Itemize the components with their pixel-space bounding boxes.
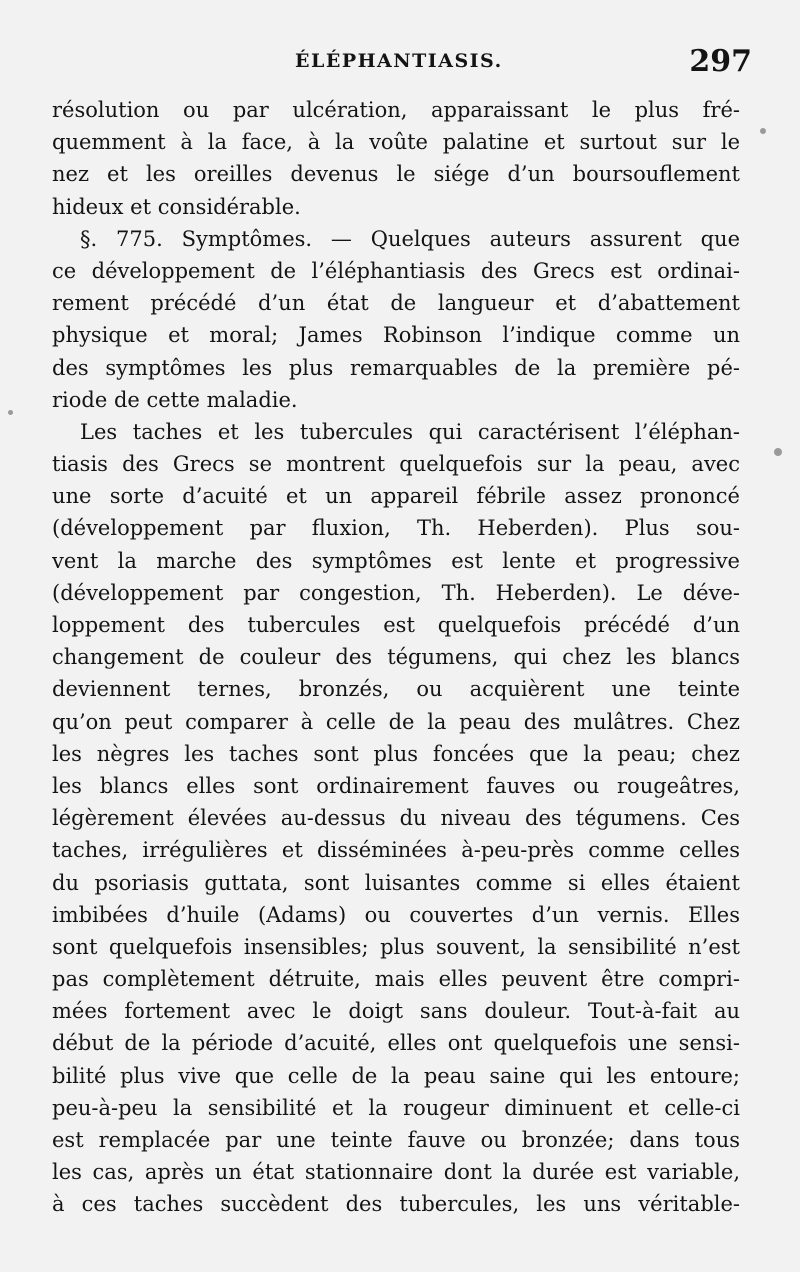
text-line: nez et les oreilles devenus le siége d’un boursouflement — [52, 162, 740, 187]
page-body — [52, 94, 756, 1221]
text-line: des symptômes les plus remarquables de la première pé- — [52, 355, 740, 380]
text-line: mées fortement avec le doigt sans douleur. Tout-à-fait au — [52, 999, 740, 1024]
text-line: qu’on peut comparer à celle de la peau des mulâtres. Chez — [52, 709, 740, 734]
text-line: (développement par congestion, Th. Heberden). Le déve- — [52, 580, 740, 605]
text-line: taches, irrégulières et disséminées à-peu-près comme celles — [52, 838, 740, 863]
text-line: changement de couleur des tégumens, qui chez les blancs — [52, 645, 740, 670]
text-line: bilité plus vive que celle de la peau saine qui les entoure; — [52, 1063, 740, 1088]
text-line: est remplacée par une teinte fauve ou bronzée; dans tous — [52, 1128, 740, 1152]
text-line: imbibées d’huile (Adams) ou couvertes d’un vernis. Elles — [52, 902, 740, 927]
page-header — [52, 44, 756, 94]
text-line: tiasis des Grecs se montrent quelquefois sur la peau, avec — [52, 452, 740, 477]
text-line: (développement par fluxion, Th. Heberden). Plus sou- — [52, 516, 740, 541]
running-head: ÉLÉPHANTIASIS. — [295, 50, 503, 72]
text-line: physique et moral; James Robinson l’indique comme un — [52, 323, 740, 348]
section-heading-line: §. 775. Symptômes. — Quelques auteurs assurent que — [80, 226, 740, 251]
text-line: à ces taches succèdent des tubercules, les uns véritable- — [52, 1192, 740, 1217]
page-number: 297 — [689, 44, 752, 79]
text-line: pas complètement détruite, mais elles peuvent être compri- — [52, 967, 740, 992]
text-line: ce développement de l’éléphantiasis des Grecs est ordinai- — [52, 258, 740, 283]
text-line: légèrement élevées au-dessus du niveau des tégumens. Ces — [52, 806, 740, 831]
text-line: rement précédé d’un état de langueur et d’abattement — [52, 291, 740, 316]
text-line: les cas, après un état stationnaire dont la durée est variable, — [52, 1160, 740, 1185]
text-line: du psoriasis guttata, sont luisantes comme si elles étaient — [52, 870, 740, 895]
text-line: vent la marche des symptômes est lente et progressive — [52, 548, 740, 573]
text-line: riode de cette maladie. — [52, 387, 298, 412]
text-line: une sorte d’acuité et un appareil fébrile assez prononcé — [52, 484, 740, 509]
text-line: sont quelquefois insensibles; plus souvent, la sensibilité n’est — [52, 934, 740, 959]
paper-speck — [8, 410, 13, 415]
text-line: les blancs elles sont ordinairement fauves ou rougeâtres, — [52, 773, 740, 798]
text-line: résolution ou par ulcération, apparaissant le plus fré- — [52, 98, 740, 122]
text-line: quemment à la face, à la voûte palatine et surtout sur le — [52, 130, 740, 155]
text-line: peu-à-peu la sensibilité et la rougeur diminuent et celle-ci — [52, 1095, 740, 1120]
text-line: loppement des tubercules est quelquefois précédé d’un — [52, 613, 740, 637]
text-line: début de la période d’acuité, elles ont quelquefois une sensi- — [52, 1031, 740, 1056]
text-line: deviennent ternes, bronzés, ou acquièrent une teinte — [52, 677, 740, 702]
paragraph-first-line: Les taches et les tubercules qui caractérisent l’éléphan- — [80, 419, 740, 444]
paper-speck — [774, 448, 782, 456]
text-line: les nègres les taches sont plus foncées que la peau; chez — [52, 741, 740, 766]
text-line: hideux et considérable. — [52, 194, 301, 219]
paper-speck — [760, 128, 766, 134]
